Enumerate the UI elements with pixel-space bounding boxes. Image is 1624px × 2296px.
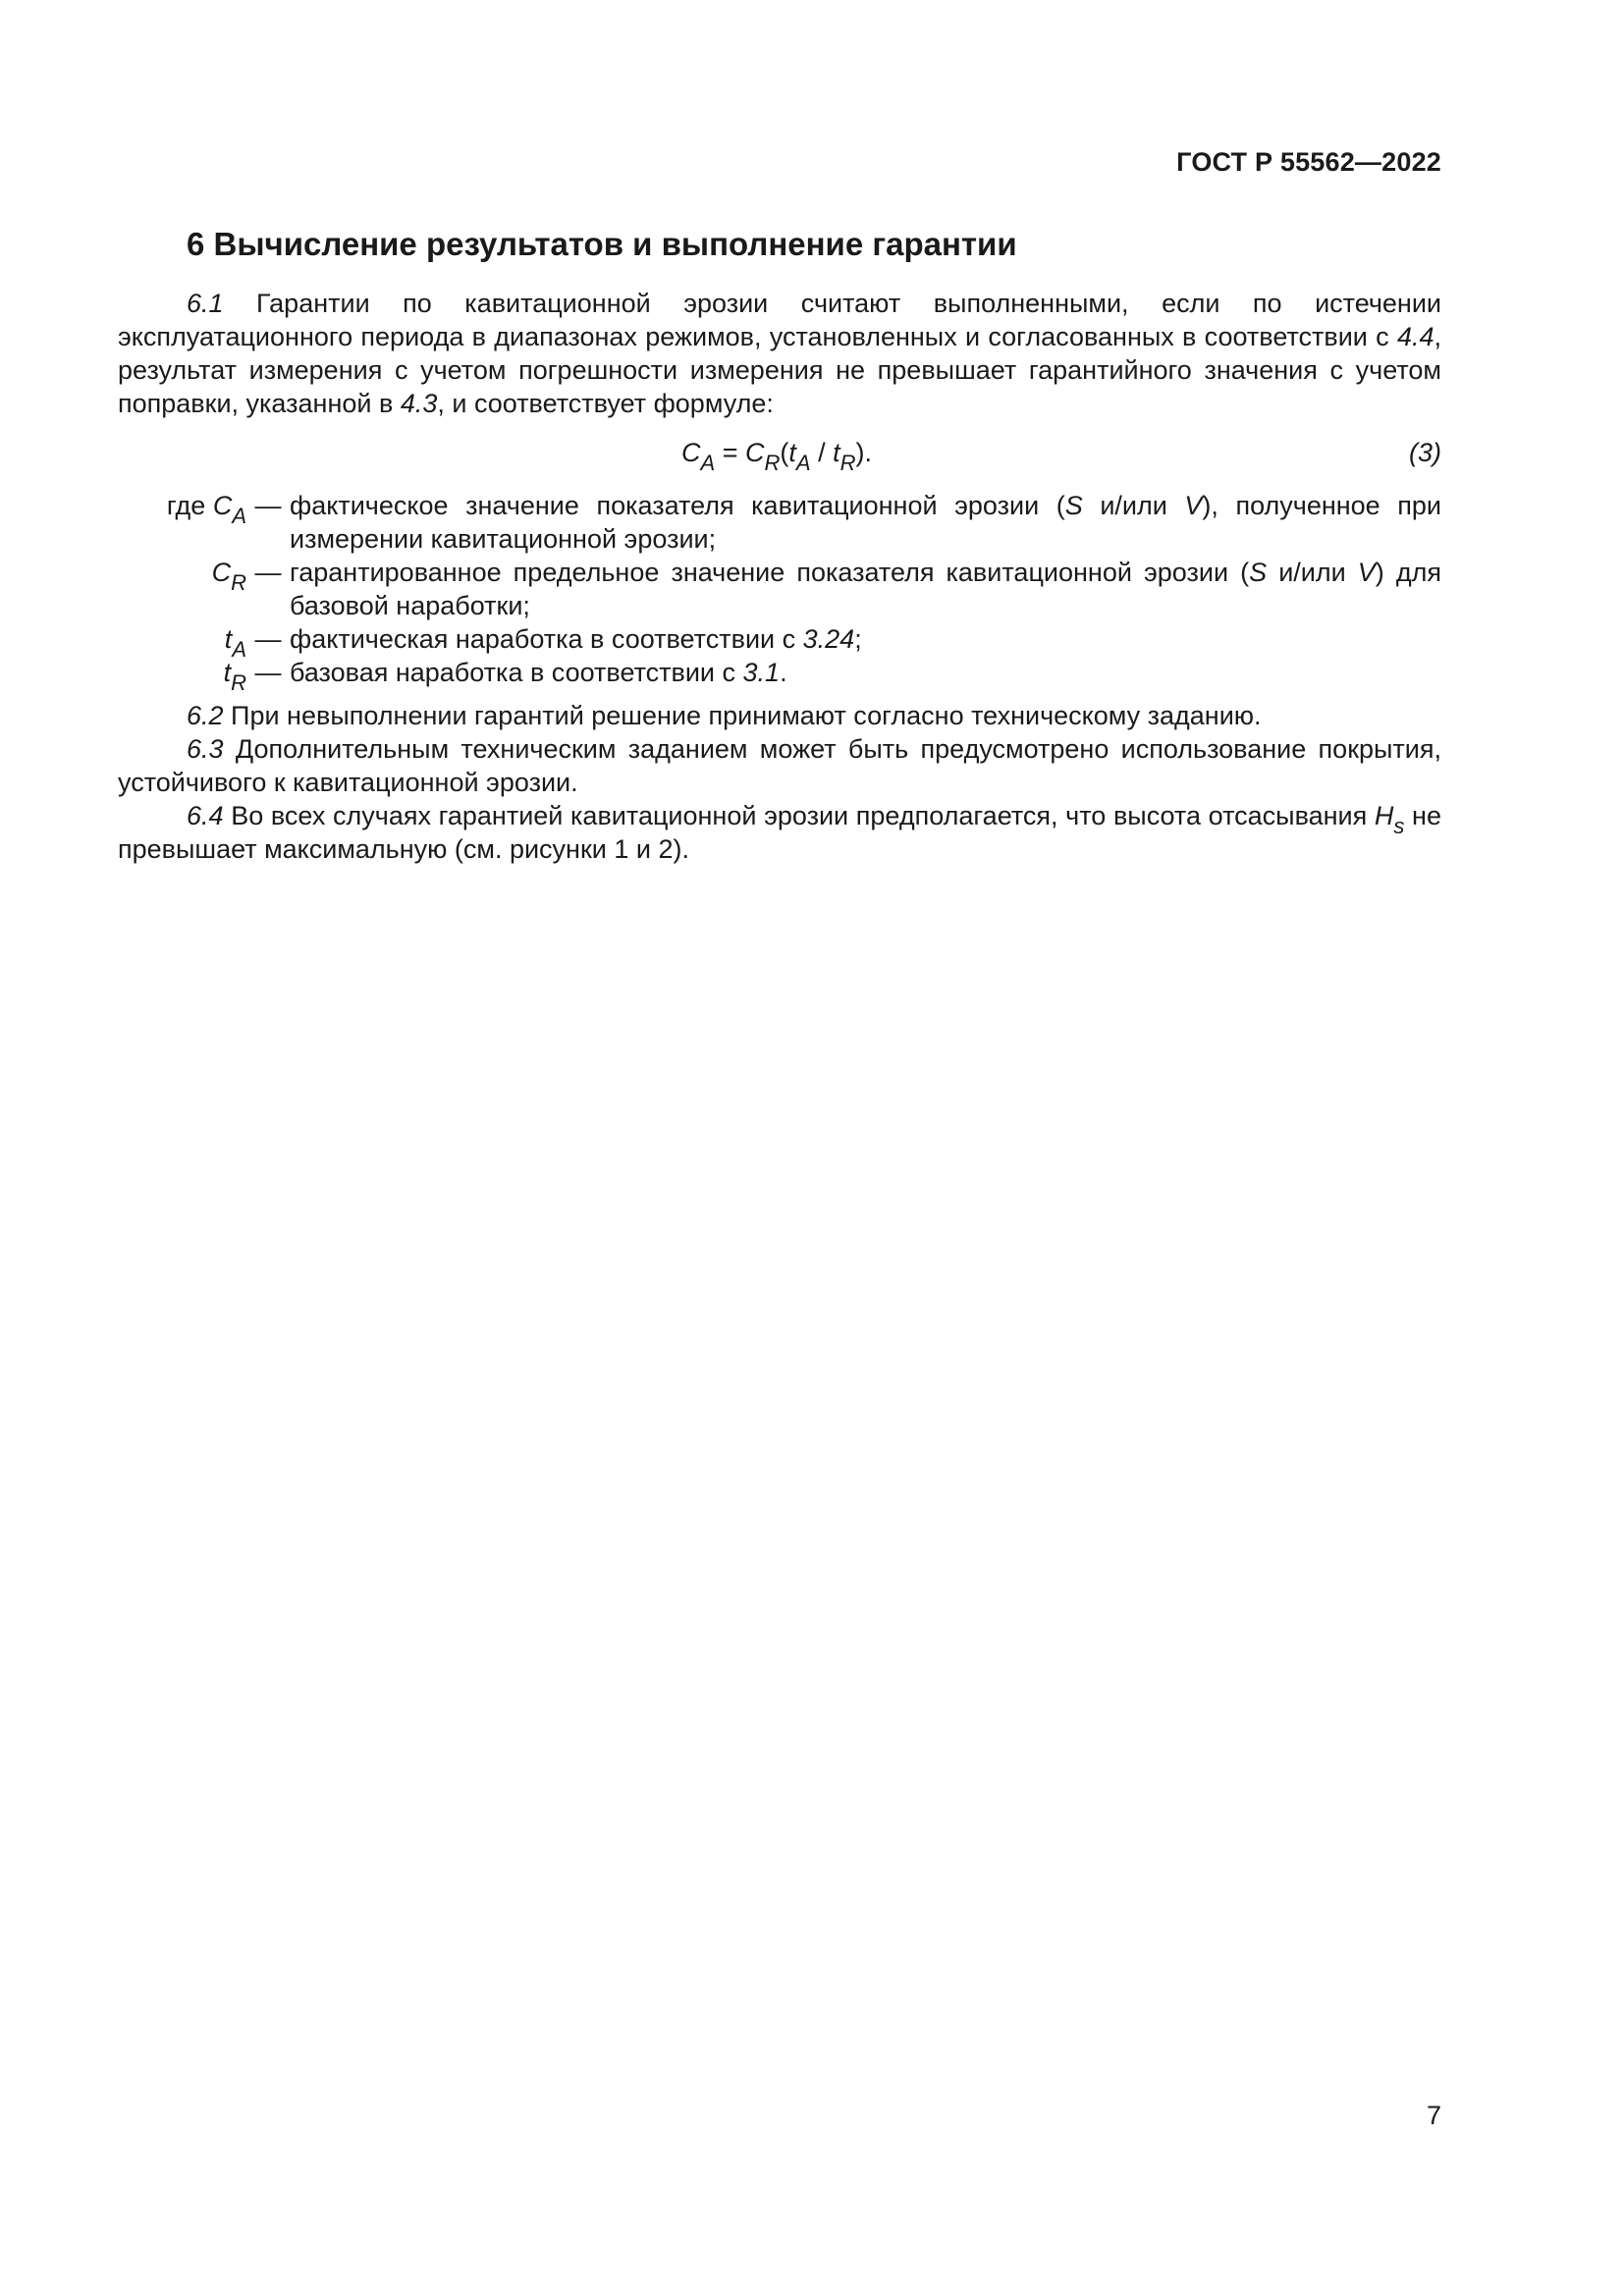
legend-definition	[290, 489, 1441, 556]
definition-text: и/или	[1082, 491, 1185, 520]
formula-symbol: t	[833, 438, 840, 467]
paragraph-text: При невыполнении гарантий решение принимают согласно техническому заданию.	[223, 701, 1262, 730]
variable: V	[1357, 558, 1376, 587]
formula-operator: /	[810, 438, 834, 467]
legend-definition	[290, 656, 1441, 689]
legend-row	[118, 656, 1441, 695]
formula-subscript: R	[764, 451, 781, 475]
formula-symbol: C	[744, 438, 765, 467]
clause-reference: 3.24	[802, 624, 855, 654]
legend-subscript: R	[231, 570, 246, 595]
legend-subscript: A	[232, 637, 246, 662]
definition-text: .	[780, 658, 787, 687]
formula-symbol: C	[681, 438, 701, 467]
clause-reference: 4.3	[400, 389, 438, 418]
definition-text: ) для базовой наработки;	[290, 558, 1441, 620]
section-title: 6 Вычисление результатов и выполнение гарантии	[187, 226, 1017, 262]
formula-subscript: A	[795, 451, 811, 475]
paragraph-text: Дополнительным техническим заданием может быть предусмотрено использование покрытия, устойчивого к кавитационной эрозии.	[118, 734, 1441, 797]
legend-dash: —	[254, 558, 282, 587]
variable: S	[1249, 558, 1268, 587]
document-code: ГОСТ Р 55562—2022	[1176, 147, 1441, 177]
page-number: 7	[1426, 2101, 1441, 2130]
legend-row	[118, 556, 1441, 622]
definition-text: ;	[854, 624, 862, 654]
legend-symbol: C	[211, 558, 232, 587]
formula-symbol: t	[788, 438, 796, 467]
legend-dash: —	[254, 658, 282, 687]
formula-paren: (	[780, 438, 789, 467]
formula-subscript: A	[700, 451, 716, 475]
clause-number: 6.4	[187, 801, 224, 830]
legend-row	[118, 489, 1441, 556]
clause-number: 6.2	[187, 701, 224, 730]
formula-number: (3)	[1409, 438, 1441, 467]
legend-subscript: R	[231, 670, 246, 695]
definition-text: фактическое значение показателя кавитационной эрозии (	[290, 491, 1065, 520]
paragraph-6-3	[118, 732, 1441, 799]
paragraph-6-2	[118, 699, 1441, 732]
legend-dash: —	[254, 624, 282, 654]
definition-text: базовая наработка в соответствии с	[290, 658, 743, 687]
paragraph-6-4	[118, 799, 1441, 866]
legend-symbol: t	[224, 624, 233, 654]
legend-term	[118, 622, 246, 662]
paragraph-text: не превышает максимальную (см. рисунки 1 и 2).	[118, 801, 1441, 864]
definition-text: гарантированное предельное значение показателя кавитационной эрозии (	[290, 558, 1250, 587]
paragraph-text: Во всех случаях гарантией кавитационной эрозии предполагается, что высота отсасывания	[223, 801, 1375, 830]
clause-number: 6.1	[187, 289, 224, 318]
variable: S	[1064, 491, 1083, 520]
legend-definition	[290, 556, 1441, 622]
definition-text: и/или	[1267, 558, 1358, 587]
variable: V	[1184, 491, 1203, 520]
paragraph-6-1	[118, 287, 1441, 420]
legend-where: где	[166, 491, 213, 520]
formula-legend	[118, 489, 1441, 695]
formula-operator: =	[715, 438, 745, 467]
legend-term	[118, 656, 246, 695]
legend-term	[118, 489, 246, 528]
paragraph-text: , и соответствует формуле:	[437, 389, 774, 418]
clause-reference: 4.4	[1396, 322, 1435, 351]
section-body	[118, 287, 1441, 866]
paragraph-text: , результат измерения с учетом погрешности измерения не превышает гарантийного значения с учетом поправки, указанной в	[118, 322, 1441, 418]
legend-term	[118, 556, 246, 595]
variable: H	[1374, 801, 1394, 830]
formula-paren: ).	[855, 438, 872, 467]
legend-subscript: A	[232, 504, 246, 528]
variable-subscript: s	[1393, 814, 1405, 838]
legend-symbol: t	[223, 658, 232, 687]
legend-row	[118, 622, 1441, 662]
clause-number: 6.3	[187, 734, 224, 764]
legend-dash: —	[254, 491, 282, 520]
definition-text: ), полученное при измерении кавитационной эрозии;	[290, 491, 1441, 554]
formula-subscript: R	[839, 451, 856, 475]
paragraph-text: Гарантии по кавитационной эрозии считают выполненными, если по истечении эксплуатационного периода в диапазонах режимов, установленных и согласованных в соответствии с	[118, 289, 1441, 351]
clause-reference: 3.1	[742, 658, 781, 687]
definition-text: фактическая наработка в соответствии с	[290, 624, 803, 654]
legend-definition	[290, 622, 1441, 656]
legend-symbol: C	[212, 491, 233, 520]
formula-row	[118, 432, 1441, 481]
formula	[681, 436, 872, 475]
